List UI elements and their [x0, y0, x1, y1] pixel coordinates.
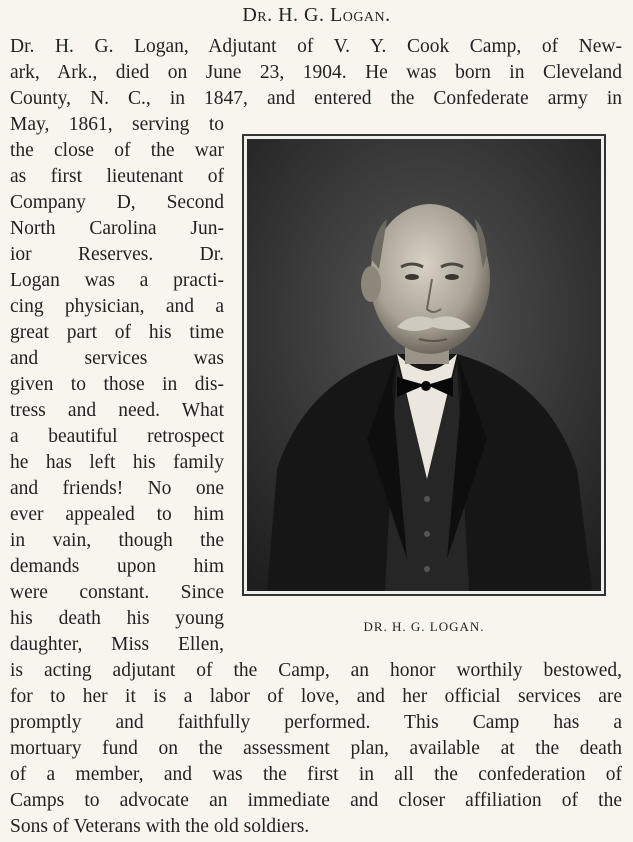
text-line: ior Reserves. Dr.	[10, 244, 224, 265]
text-line: in vain, though the	[10, 530, 224, 551]
text-line: daughter, Miss Ellen,	[10, 634, 224, 655]
text-line: demands upon him	[10, 556, 224, 577]
portrait-caption: DR. H. G. LOGAN.	[363, 619, 485, 634]
article-title: Dr. H. G. Logan.	[242, 4, 391, 26]
text-line: as first lieutenant of	[10, 166, 224, 187]
text-line: Sons of Veterans with the old soldiers.	[10, 816, 310, 837]
text-line: County, N. C., in 1847, and entered the Confederate army in	[10, 88, 622, 109]
text-line: Company D, Second	[10, 192, 224, 213]
text-line: ever appealed to him	[10, 504, 224, 525]
text-line: promptly and faithfully performed. This Camp has a	[10, 712, 622, 733]
text-line: a beautiful retrospect	[10, 426, 224, 447]
text-line: and friends! No one	[10, 478, 224, 499]
text-line: mortuary fund on the assessment plan, available at the death	[10, 738, 622, 759]
text-line: great part of his time	[10, 322, 224, 343]
text-line: the close of the war	[10, 140, 224, 161]
text-line: North Carolina Jun-	[10, 218, 224, 239]
text-line: May, 1861, serving to	[10, 114, 224, 135]
text-line: Dr. H. G. Logan, Adjutant of V. Y. Cook Camp, of New-	[10, 36, 622, 57]
portrait-frame	[242, 134, 606, 596]
text-line: of a member, and was the first in all the confederation of	[10, 764, 622, 785]
text-line: is acting adjutant of the Camp, an honor worthily bestowed,	[10, 660, 622, 681]
text-line: tress and need. What	[10, 400, 224, 421]
text-line: for to her it is a labor of love, and her official services are	[10, 686, 622, 707]
text-line: Camps to advocate an immediate and closer affiliation of the	[10, 790, 622, 811]
portrait-photo	[247, 139, 601, 591]
text-line: Logan was a practi-	[10, 270, 224, 291]
text-line: given to those in dis-	[10, 374, 224, 395]
text-line: ark, Ark., died on June 23, 1904. He was born in Cleveland	[10, 62, 622, 83]
text-line: cing physician, and a	[10, 296, 224, 317]
text-line: his death his young	[10, 608, 224, 629]
text-line: were constant. Since	[10, 582, 224, 603]
text-line: and services was	[10, 348, 224, 369]
text-line: he has left his family	[10, 452, 224, 473]
